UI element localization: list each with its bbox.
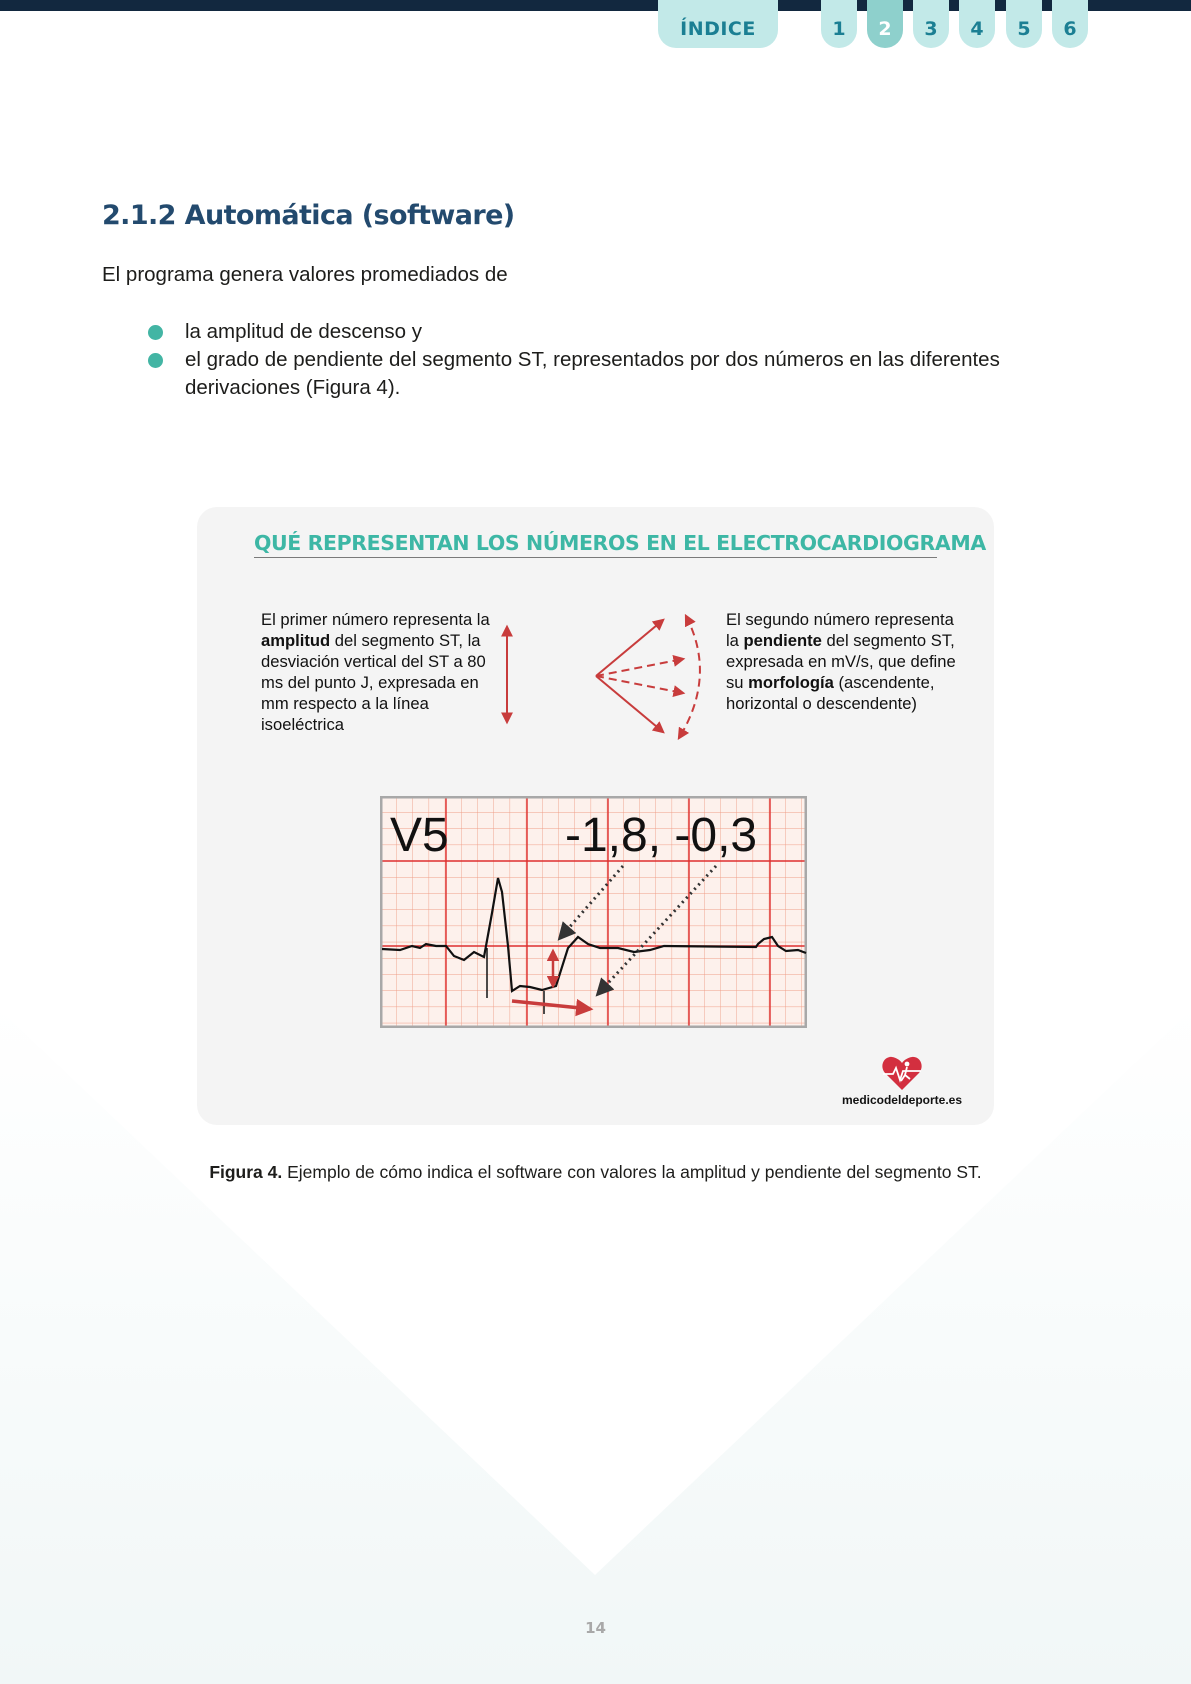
list-item-text: la amplitud de descenso y [185,320,423,343]
caption-text: Ejemplo de cómo indica el software con valores la amplitud y pendiente del segmento ST. [282,1162,982,1182]
slope-arrows-icon [596,616,700,738]
chapter-tab-1[interactable]: 1 [821,0,857,48]
bullet-list [146,318,1046,402]
page-number: 14 [585,1619,606,1637]
figure-4 [197,507,994,1125]
first-number-explanation: El primer número representa la amplitud del segmento ST, la desviación vertical del ST a 80 ms del punto J, expresada en mm respecto a la línea isoeléctrica [261,610,490,734]
figure-caption [0,1162,1191,1183]
heart-logo-icon [881,1055,923,1091]
list-item-text: el grado de pendiente del segmento ST, representados por dos números en las diferentes derivaciones (Figura 4). [185,348,1000,399]
chapter-tab-2[interactable]: 2 [867,0,903,48]
list-item [146,318,1046,346]
ecg-strip [380,796,807,1028]
chapter-tab-3[interactable]: 3 [913,0,949,48]
second-number-explanation: El segundo número representa la pendiente del segmento ST, expresada en mV/s, que define su morfología (ascendente, horizontal o descendente) [726,610,956,713]
section-title: 2.1.2 Automática (software) [102,200,515,231]
intro-paragraph: El programa genera valores promediados de [102,263,508,286]
ecg-values-label: -1,8, -0,3 [565,809,758,862]
index-tab[interactable]: ÍNDICE [658,0,778,48]
chapter-tab-5[interactable]: 5 [1006,0,1042,48]
ecg-lead-label: V5 [390,809,449,862]
logo [837,1055,967,1115]
figure-title: QUÉ REPRESENTAN LOS NÚMEROS EN EL ELECTROCARDIOGRAMA [254,531,937,558]
chapter-tab-6[interactable]: 6 [1052,0,1088,48]
chapter-tab-4[interactable]: 4 [959,0,995,48]
logo-text: medicodeldeporte.es [841,1093,963,1107]
bullet-icon [148,325,163,340]
bullet-icon [148,353,163,368]
list-item [146,346,1046,402]
caption-label: Figura 4. [209,1162,283,1182]
